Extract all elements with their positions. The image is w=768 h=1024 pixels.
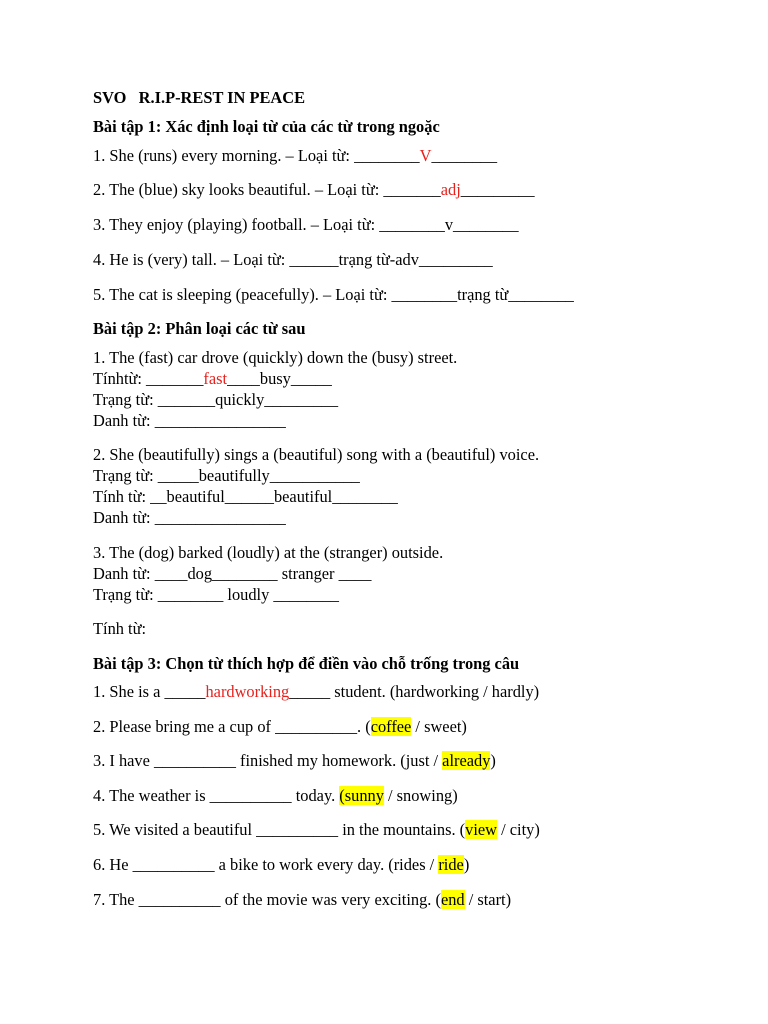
ex2-q1-noun-line: Danh từ: ________________	[93, 411, 286, 430]
ex3-question-5: 5. We visited a beautiful __________ in the mountains. (view / city)	[93, 820, 540, 839]
ex2-q2-sentence: 2. She (beautifully) sings a (beautiful) song with a (beautiful) voice.	[93, 445, 540, 464]
ex3-q2-highlight: coffee	[370, 717, 412, 736]
ex3-q7-highlight: end	[440, 890, 465, 909]
ex2-q1-answer: fast	[203, 369, 228, 388]
exercise-3-heading: Bài tập 3: Chọn từ thích hợp để điền vào chỗ trống trong câu	[93, 654, 520, 673]
ex1-item-1: 1. She (runs) every morning. – Loại từ: ________V________	[93, 146, 498, 165]
ex3-question-4: 4. The weather is __________ today. (sunny / snowing)	[93, 786, 458, 805]
ex2-q3-adverb-line: Trạng từ: ________ loudly ________	[93, 585, 339, 604]
header-code: SVO	[93, 88, 127, 107]
ex2-q2-adverb-line: Trạng từ: _____beautifully___________	[93, 466, 360, 485]
ex3-question-7: 7. The __________ of the movie was very exciting. (end / start)	[93, 890, 512, 909]
ex3-q5-highlight: view	[465, 820, 497, 839]
ex1-answer-1: V	[419, 146, 432, 165]
ex3-question-1: 1. She is a _____hardworking_____ student. (hardworking / hardly)	[93, 682, 540, 701]
ex3-q1-answer: hardworking	[205, 682, 290, 701]
header-title: R.I.P-REST IN PEACE	[138, 88, 306, 107]
ex2-q3-sentence: 3. The (dog) barked (loudly) at the (stranger) outside.	[93, 543, 444, 562]
ex3-q6-highlight: ride	[438, 855, 464, 874]
ex1-item-5: 5. The cat is sleeping (peacefully). – Loại từ: ________trạng từ________	[93, 285, 574, 304]
ex3-question-3: 3. I have __________ finished my homework. (just / already)	[93, 751, 496, 770]
ex2-q2-adjective-line: Tính từ: __beautiful______beautiful________	[93, 487, 398, 506]
exercise-1-heading: Bài tập 1: Xác định loại từ của các từ trong ngoặc	[93, 117, 440, 136]
ex2-q3-noun-line: Danh từ: ____dog________ stranger ____	[93, 564, 372, 583]
worksheet-header	[93, 88, 305, 108]
exercise-2-heading: Bài tập 2: Phân loại các từ sau	[93, 319, 306, 338]
ex2-q1-sentence: 1. The (fast) car drove (quickly) down the (busy) street.	[93, 348, 458, 367]
ex2-q2-noun-line: Danh từ: ________________	[93, 508, 286, 527]
ex1-answer-2: adj	[440, 180, 461, 199]
ex1-item-4: 4. He is (very) tall. – Loại từ: ______trạng từ-adv_________	[93, 250, 493, 269]
ex3-q3-highlight: already	[442, 751, 491, 770]
ex2-q1-adjective-line: Tínhtừ: _______fast____busy_____	[93, 369, 332, 388]
ex3-question-2: 2. Please bring me a cup of __________. (coffee / sweet)	[93, 717, 467, 736]
ex1-item-2: 2. The (blue) sky looks beautiful. – Loại từ: _______adj_________	[93, 180, 535, 199]
ex2-q1-adverb-line: Trạng từ: _______quickly_________	[93, 390, 339, 409]
ex3-q4-highlight: (sunny	[339, 786, 384, 805]
ex2-q3-adjective-line: Tính từ:	[93, 619, 147, 638]
ex3-question-6: 6. He __________ a bike to work every day. (rides / ride)	[93, 855, 470, 874]
ex1-item-3: 3. They enjoy (playing) football. – Loại từ: ________v________	[93, 215, 519, 234]
